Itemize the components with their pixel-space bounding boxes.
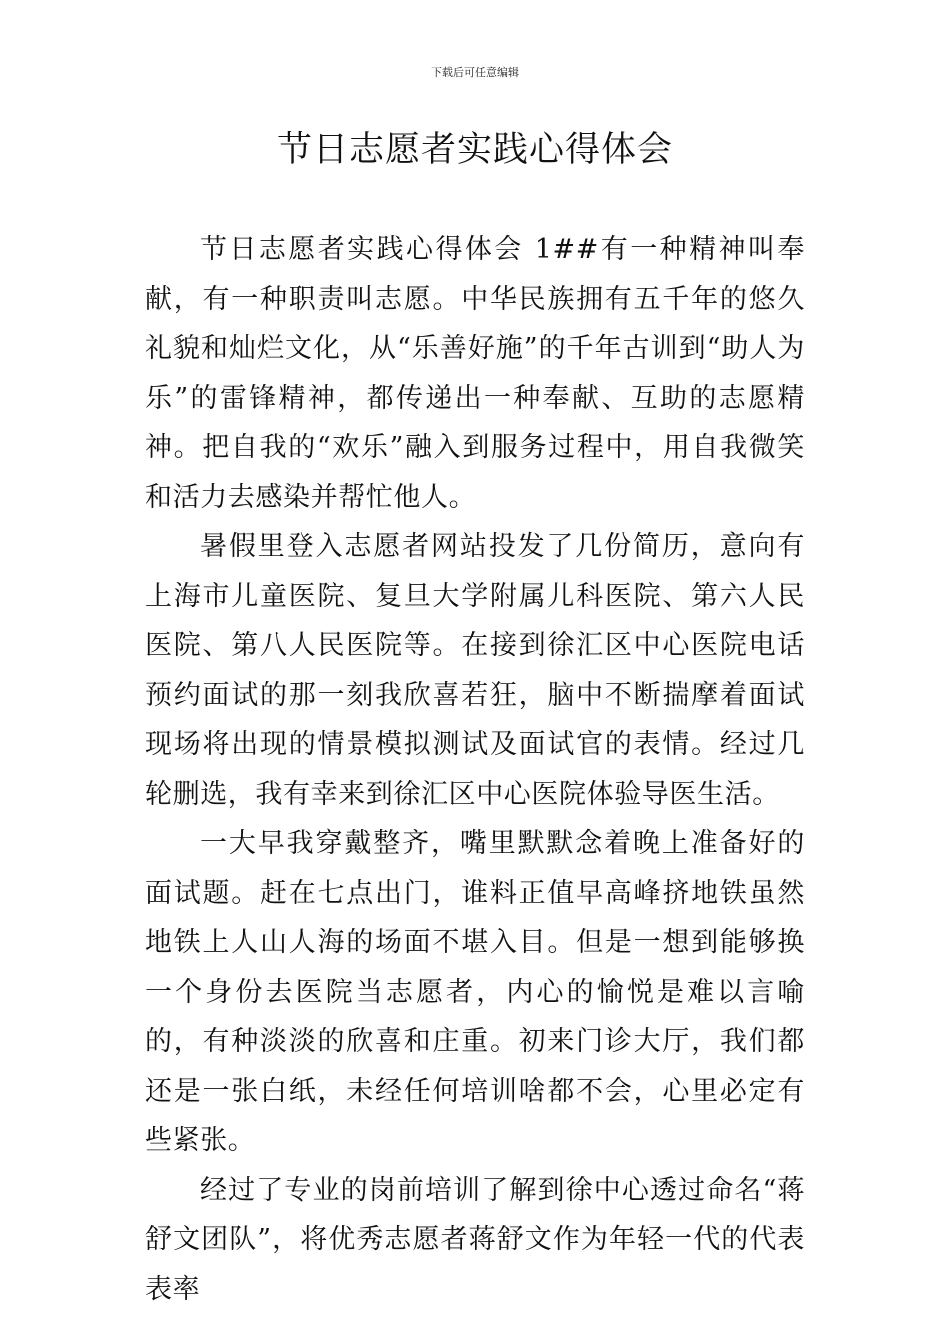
paragraph: 节日志愿者实践心得体会 1##有一种精神叫奉献，有一种职责叫志愿。中华民族拥有五千年的悠久礼貌和灿烂文化，从“乐善好施”的千年古训到“助人为乐”的雷锋精神，都传递出一种奉献、互助的志愿精神。把自我的“欢乐”融入到服务过程中，用自我微笑和活力去感染并帮忙他人。 xyxy=(145,234,805,513)
document-body xyxy=(145,225,805,1314)
paragraph: 经过了专业的岗前培训了解到徐中心透过命名“蒋舒文团队”，将优秀志愿者蒋舒文作为年轻一代的代表表率 xyxy=(145,1174,805,1305)
header-note: 下载后可任意编辑 xyxy=(431,66,519,79)
paragraph: 一大早我穿戴整齐，嘴里默默念着晚上准备好的面试题。赶在七点出门，谁料正值早高峰挤地铁虽然地铁上人山人海的场面不堪入目。但是一想到能够换一个身份去医院当志愿者，内心的愉悦是难以言喻的，有种淡淡的欣喜和庄重。初来门诊大厅，我们都还是一张白纸，未经任何培训啥都不会，心里必定有些紧张。 xyxy=(145,828,805,1156)
paragraph: 暑假里登入志愿者网站投发了几份简历，意向有上海市儿童医院、复旦大学附属儿科医院、第六人民医院、第八人民医院等。在接到徐汇区中心医院电话预约面试的那一刻我欣喜若狂，脑中不断揣摩着面试现场将出现的情景模拟测试及面试官的表情。经过几轮删选，我有幸来到徐汇区中心医院体验导医生活。 xyxy=(145,531,805,810)
document-title: 节日志愿者实践心得体会 xyxy=(276,130,673,170)
